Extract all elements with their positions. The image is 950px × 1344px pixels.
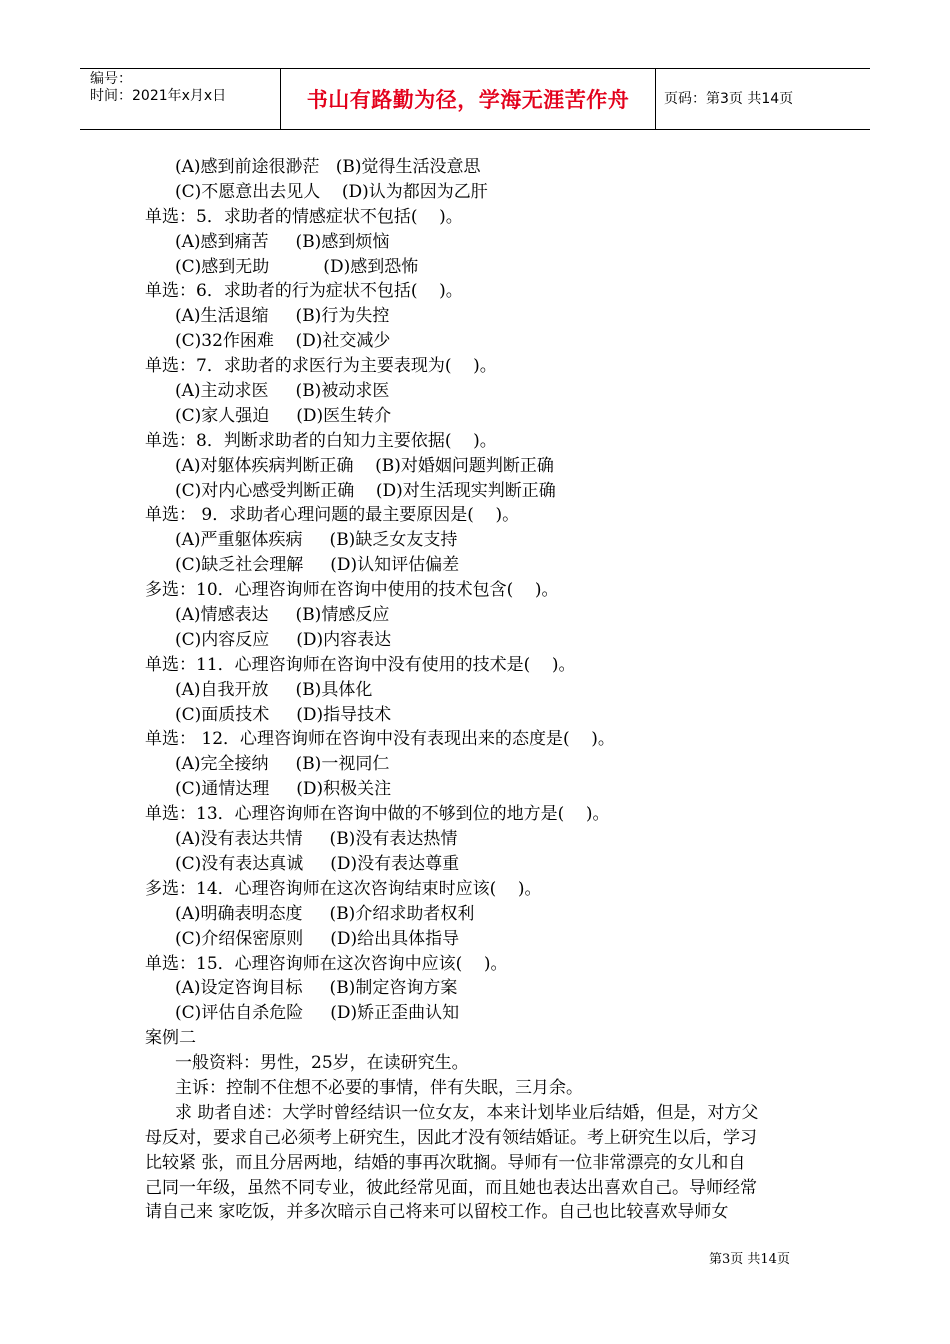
option-line: (A)自我开放 (B)具体化 (175, 679, 373, 700)
option-line: (A)设定咨询目标 (B)制定咨询方案 (175, 978, 458, 999)
question-line: 单选：7．求助者的求医行为主要表现为( )。 (145, 356, 497, 377)
document-body (145, 155, 815, 1225)
narrative-line: 求 助者自述：大学时曾经结识一位女友，本来计划毕业后结婚，但是，对方父 (175, 1102, 759, 1123)
question-line: 单选：11．心理咨询师在咨询中没有使用的技术是( )。 (145, 654, 576, 675)
option-line: (C)通情达理 (D)积极关注 (175, 779, 392, 800)
header-motto-cell (280, 69, 656, 129)
narrative-line: 请自己来 家吃饭，并多次暗示自己将来可以留校工作。自己也比较喜欢导师女 (145, 1202, 729, 1223)
header-page-number: 页码：第3页 共14页 (664, 90, 794, 107)
option-line: (C)感到无助 (D)感到恐怖 (175, 256, 419, 277)
option-line: (A)明确表明态度 (B)介绍求助者权利 (175, 903, 475, 924)
date-label: 时间：2021年x月x日 (90, 88, 227, 104)
option-line: (C)面质技术 (D)指导技术 (175, 704, 392, 725)
header-meta (80, 69, 280, 129)
option-line: (C)32作困难 (D)社交减少 (175, 331, 391, 352)
option-line: (A)没有表达共情 (B)没有表达热情 (175, 829, 458, 850)
question-line: 案例二 (145, 1028, 196, 1049)
option-line: (C)不愿意出去见人 (D)认为都因为乙肝 (175, 181, 488, 202)
option-line: (A)感到痛苦 (B)感到烦恼 (175, 231, 390, 252)
narrative-line: 己同一年级，虽然不同专业，彼此经常见面，而且她也表达出喜欢自己。导师经常 (145, 1177, 757, 1198)
option-line: (C)缺乏社会理解 (D)认知评估偏差 (175, 555, 460, 576)
option-line: (A)严重躯体疾病 (B)缺乏女友支持 (175, 530, 458, 551)
header-page-cell (656, 69, 878, 129)
narrative-line: 母反对，要求自己必须考上研究生，因此才没有领结婚证。考上研究生以后，学习 (145, 1127, 757, 1148)
option-line: (C)家人强迫 (D)医生转介 (175, 405, 392, 426)
option-line: (C)评估自杀危险 (D)矫正歪曲认知 (175, 1003, 460, 1024)
footer-page-number: 第3页 共14页 (709, 1252, 790, 1267)
option-line: (A)完全接纳 (B)一视同仁 (175, 754, 390, 775)
question-line: 单选： 12．心理咨询师在咨询中没有表现出来的态度是( )。 (145, 729, 615, 750)
option-line: (C)介绍保密原则 (D)给出具体指导 (175, 928, 460, 949)
question-line: 单选：15．心理咨询师在这次咨询中应该( )。 (145, 953, 508, 974)
option-line: 一般资料：男性，25岁，在读研究生。 (175, 1053, 469, 1074)
option-line: (A)对躯体疾病判断正确 (B)对婚姻问题判断正确 (175, 455, 554, 476)
option-line: (A)情感表达 (B)情感反应 (175, 605, 390, 626)
option-line: (C)对内心感受判断正确 (D)对生活现实判断正确 (175, 480, 556, 501)
option-line: (A)感到前途很渺茫 (B)觉得生活没意思 (175, 157, 481, 177)
question-line: 多选：10．心理咨询师在咨询中使用的技术包含( )。 (145, 580, 559, 601)
header-motto: 书山有路勤为径，学海无涯苦作舟 (306, 88, 630, 112)
page-header (80, 68, 870, 130)
question-line: 单选：13．心理咨询师在咨询中做的不够到位的地方是( )。 (145, 804, 610, 825)
question-line: 单选：6．求助者的行为症状不包括( )。 (145, 281, 463, 302)
question-line: 单选： 9．求助者心理问题的最主要原因是( )。 (145, 505, 520, 526)
number-label: 编号： (90, 71, 132, 87)
option-line: (A)主动求医 (B)被动求医 (175, 381, 390, 402)
narrative-line: 比较紧 张，而且分居两地，结婚的事再次耽搁。导师有一位非常漂亮的女儿和自 (145, 1152, 746, 1173)
option-line: (C)没有表达真诚 (D)没有表达尊重 (175, 853, 460, 874)
question-line: 多选：14．心理咨询师在这次咨询结束时应该( )。 (145, 878, 542, 899)
question-line: 单选：5．求助者的情感症状不包括( )。 (145, 206, 463, 227)
option-line: (A)生活退缩 (B)行为失控 (175, 306, 390, 327)
question-line: 单选：8．判断求助者的白知力主要依据( )。 (145, 430, 497, 451)
option-line: (C)内容反应 (D)内容表达 (175, 629, 392, 650)
option-line: 主诉：控制不住想不必要的事情，伴有失眠，三月余。 (175, 1077, 583, 1098)
